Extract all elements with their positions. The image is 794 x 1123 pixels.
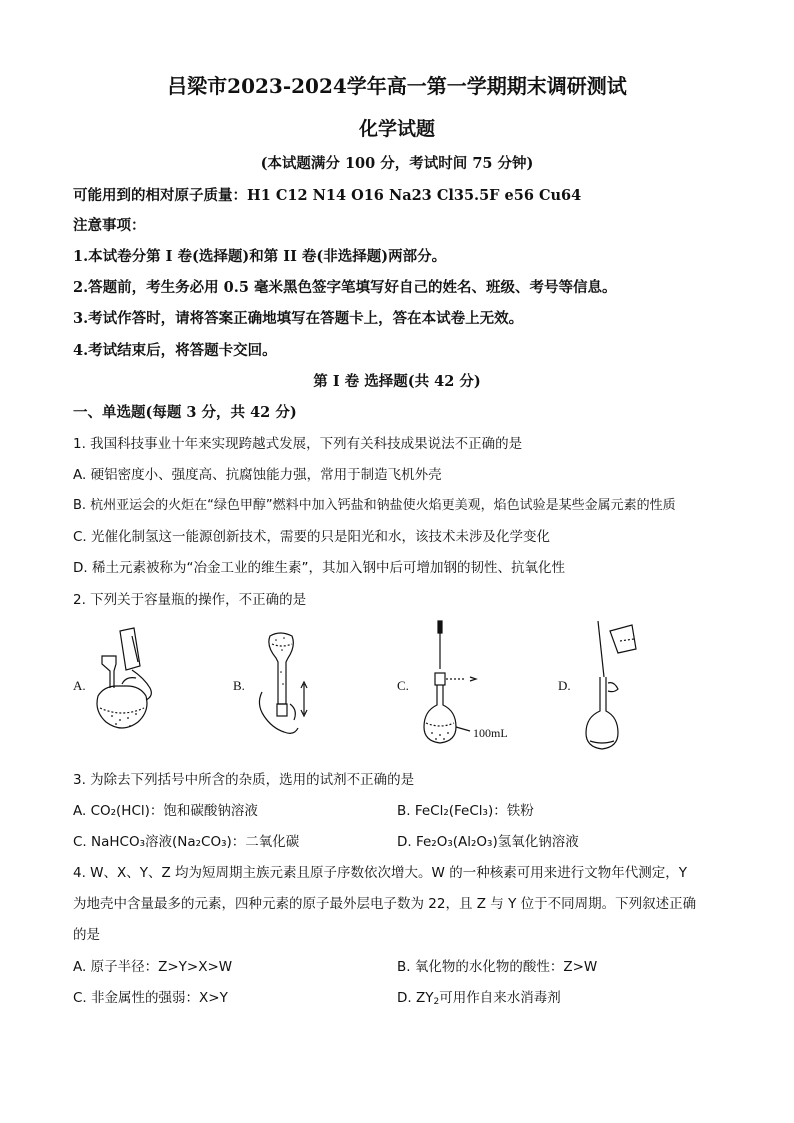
q1-option-a: A. 硬铝密度小、强度高、抗腐蚀能力强，常用于制造飞机外壳 (73, 467, 442, 483)
q3-option-d (397, 830, 579, 850)
q4-stem-line2: 为地壳中含量最多的元素，四种元素的原子最外层电子数为 22，且 Z 与 Y 位于不同周期。下列叙述正确 (73, 896, 697, 912)
q1-option-b: B. 杭州亚运会的火炬在“绿色甲醇”燃料中加入钙盐和钠盐使火焰更美观，焰色试验是某些金属元素的性质 (73, 498, 676, 513)
q3-c-formula: C. NaHCO₃溶液(Na₂CO₃) (73, 834, 232, 850)
q3-option-c (73, 830, 299, 850)
note-item: 3.考试作答时，请将答案正确地填写在答题卡上，答在本试卷上无效。 (73, 310, 524, 327)
notes-heading: 注意事项： (73, 217, 146, 234)
exam-info: (本试题满分 100 分，考试时间 75 分钟) (260, 155, 534, 172)
note-item: 1.本试卷分第 I 卷(选择题)和第 II 卷(非选择题)两部分。 (73, 248, 447, 265)
q3-a-formula: A. CO₂(HCl) (73, 803, 150, 819)
q3-b-formula: B. FeCl₂(FeCl₃) (397, 803, 494, 819)
q2-figure-a (92, 626, 162, 738)
exam-title: 吕梁市2023-2024学年高一第一学期期末调研测试 (167, 74, 627, 98)
q4-option-b: B. 氧化物的水化物的酸性：Z>W (397, 959, 598, 975)
q4-d-prefix: D. ZY (397, 990, 434, 1006)
q2-figure-b (254, 632, 314, 740)
section-title: 第 I 卷 选择题(共 42 分) (313, 373, 481, 390)
q2-stem: 2. 下列关于容量瓶的操作，不正确的是 (73, 592, 307, 608)
q1-option-d: D. 稀土元素被称为“冶金工业的维生素”，其加入钢中后可增加钢的韧性、抗氧化性 (73, 560, 565, 576)
subject-title: 化学试题 (358, 118, 435, 140)
q4-d-suffix: 可用作自来水消毒剂 (439, 990, 561, 1006)
q3-stem: 3. 为除去下列括号中所含的杂质，选用的试剂不正确的是 (73, 772, 415, 788)
q3-option-a (73, 799, 258, 819)
q2-flask-label: 100mL (473, 726, 508, 740)
q2-figure-d (578, 617, 642, 753)
atomic-masses: 可能用到的相对原子质量：H1 C12 N14 O16 Na23 Cl35.5F e56 Cu64 (73, 187, 582, 204)
q4-option-d (397, 986, 561, 1006)
q3-b-text: ：铁粉 (493, 803, 534, 819)
q2-label-b: B. (233, 678, 245, 693)
q2-label-a: A. (73, 678, 86, 693)
q4-option-a: A. 原子半径：Z>Y>X>W (73, 959, 233, 975)
q3-a-text: ：饱和碳酸钠溶液 (149, 803, 258, 819)
note-item: 4.考试结束后，将答题卡交回。 (73, 342, 277, 359)
note-item: 2.答题前，考生务必用 0.5 毫米黑色签字笔填写好自己的姓名、班级、考号等信息。 (73, 279, 617, 296)
q3-c-text: ：二氧化碳 (231, 834, 300, 850)
q4-d-subscript: 2 (433, 997, 440, 1007)
q3-d-text: 氢氧化钠溶液 (497, 834, 579, 850)
q1-option-c: C. 光催化制氢这一能源创新技术，需要的只是阳光和水，该技术未涉及化学变化 (73, 529, 551, 545)
q2-label-d: D. (558, 678, 571, 693)
q4-option-c: C. 非金属性的强弱：X>Y (73, 990, 228, 1006)
q2-label-c: C. (397, 678, 409, 693)
q3-d-formula: D. Fe₂O₃(Al₂O₃) (397, 834, 498, 850)
q4-stem-line1: 4. W、X、Y、Z 均为短周期主族元素且原子序数依次增大。W 的一种核素可用来进行文物年代测定，Y (73, 865, 687, 881)
q3-option-b (397, 799, 534, 819)
part-title: 一、单选题(每题 3 分，共 42 分) (73, 404, 297, 421)
q1-stem: 1. 我国科技事业十年来实现跨越式发展，下列有关科技成果说法不正确的是 (73, 436, 523, 452)
q4-stem-line3: 的是 (73, 927, 100, 943)
